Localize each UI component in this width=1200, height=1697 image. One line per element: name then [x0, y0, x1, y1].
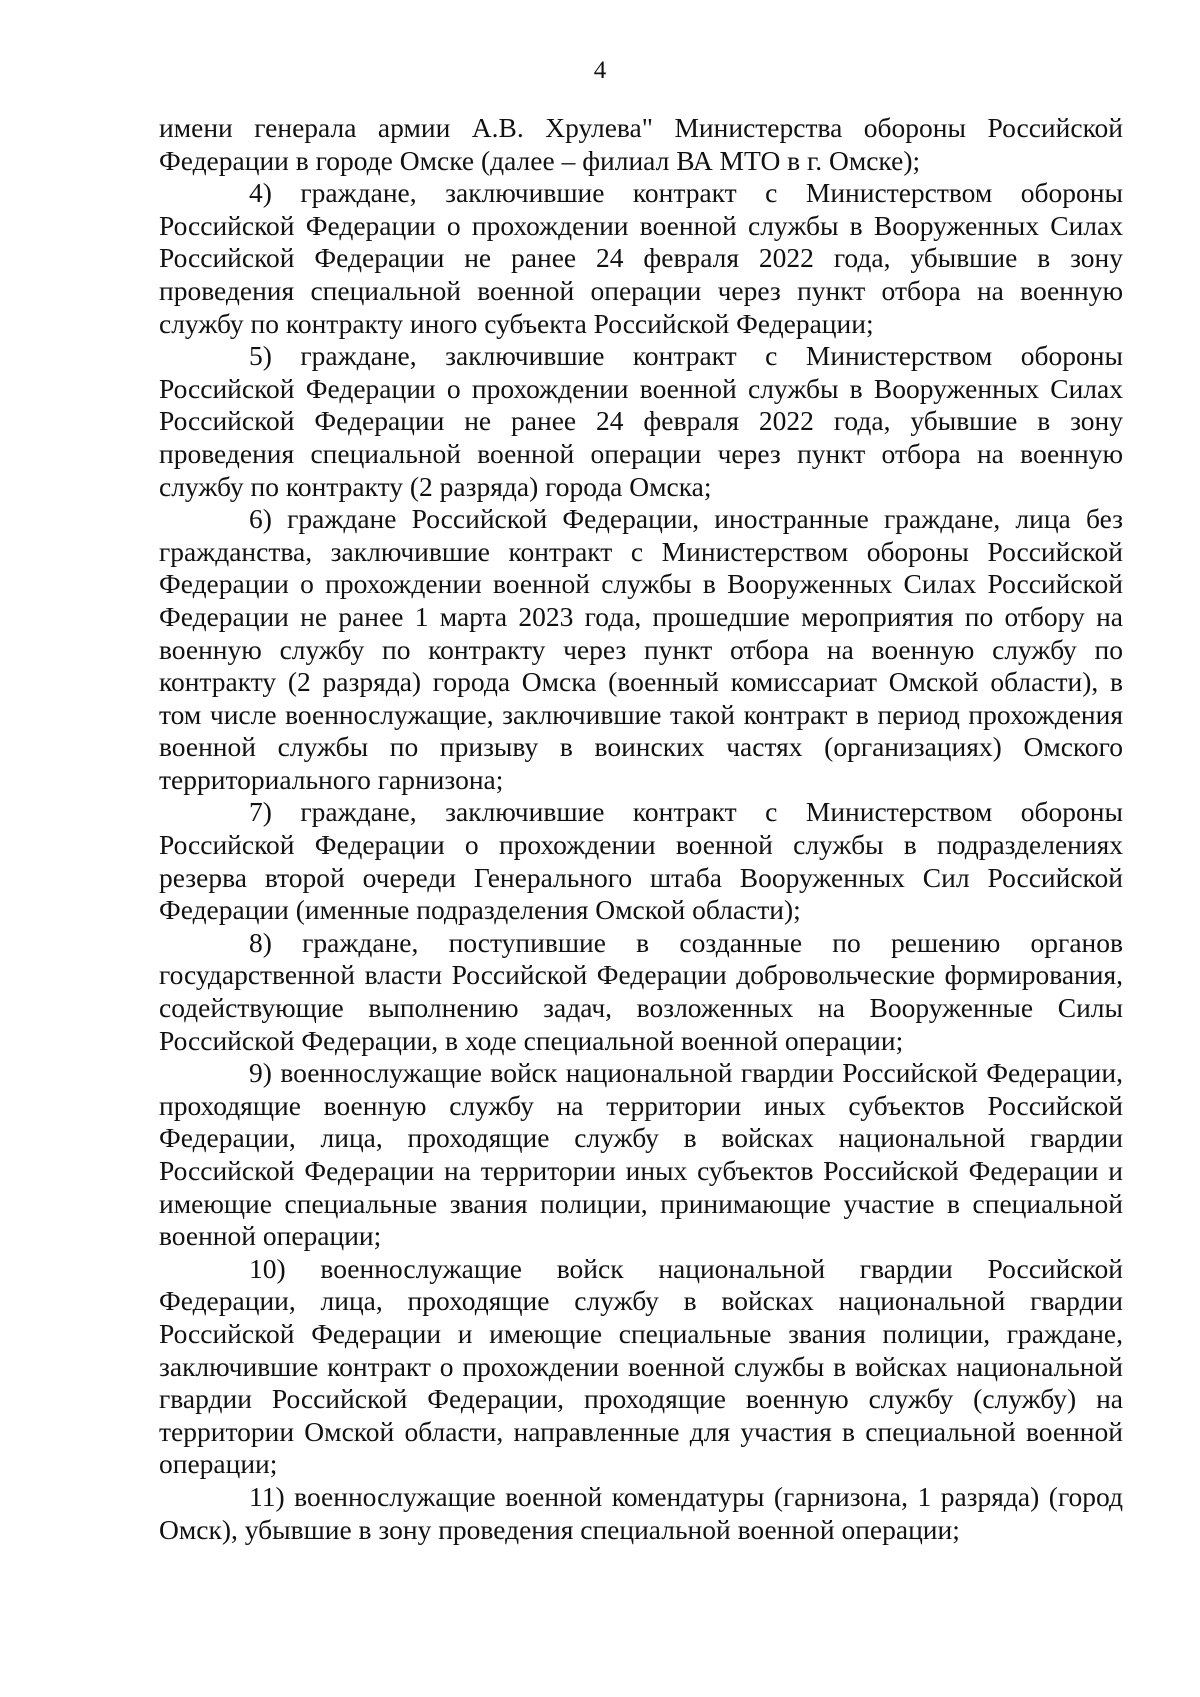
document-body: [159, 112, 1123, 1546]
list-item-5: 5) граждане, заключившие контракт с Министерством обороны Российской Федерации о прохождении военной службы в Вооруженных Силах Российской Федерации не ранее 24 февраля 2022 года, убывшие в зону проведения специальной военной операции через пункт отбора на военную службу по контракту (2 разряда) города Омска;: [159, 340, 1123, 502]
list-item-7: 7) граждане, заключившие контракт с Министерством обороны Российской Федерации о прохождении военной службы в подразделениях резерва второй очереди Генерального штаба Вооруженных Сил Российской Федерации (именные подразделения Омской области);: [159, 796, 1123, 926]
list-item-8: 8) граждане, поступившие в созданные по решению органов государственной власти Российской Федерации добровольческие формирования, содействующие выполнению задач, возложенных на Вооруженные Силы Российской Федерации, в ходе специальной военной операции;: [159, 926, 1123, 1056]
paragraph-continuation: имени генерала армии А.В. Хрулева" Министерства обороны Российской Федерации в городе Омске (далее – филиал ВА МТО в г. Омске);: [159, 112, 1123, 176]
list-item-4: 4) граждане, заключившие контракт с Министерством обороны Российской Федерации о прохождении военной службы в Вооруженных Силах Российской Федерации не ранее 24 февраля 2022 года, убывшие в зону проведения специальной военной операции через пункт отбора на военную службу по контракту иного субъекта Российской Федерации;: [159, 177, 1123, 339]
page-number: 4: [593, 57, 607, 84]
list-item-10: 10) военнослужащие войск национальной гвардии Российской Федерации, лица, проходящие службу в войсках национальной гвардии Российской Федерации и имеющие специальные звания полиции, граждане, заключившие контракт о прохождении военной службы в войсках национальной гвардии Российской Федерации, проходящие военную службу (службу) на территории Омской области, направленные для участия в специальной военной операции;: [159, 1252, 1123, 1480]
list-item-11: 11) военнослужащие военной комендатуры (гарнизона, 1 разряда) (город Омск), убывшие в зону проведения специальной военной операции;: [159, 1480, 1123, 1545]
list-item-6: 6) граждане Российской Федерации, иностранные граждане, лица без гражданства, заключившие контракт с Министерством обороны Российской Федерации о прохождении военной службы в Вооруженных Силах Российской Федерации не ранее 1 марта 2023 года, прошедшие мероприятия по отбору на военную службу по контракту через пункт отбора на военную службу по контракту (2 разряда) города Омска (военный комиссариат Омской области), в том числе военнослужащие, заключившие такой контракт в период прохождения военной службы по призыву в воинских частях (организациях) Омского территориального гарнизона;: [159, 503, 1123, 795]
list-item-9: 9) военнослужащие войск национальной гвардии Российской Федерации, проходящие военную службу на территории иных субъектов Российской Федерации, лица, проходящие службу в войсках национальной гвардии Российской Федерации на территории иных субъектов Российской Федерации и имеющие специальные звания полиции, принимающие участие в специальной военной операции;: [159, 1057, 1123, 1252]
